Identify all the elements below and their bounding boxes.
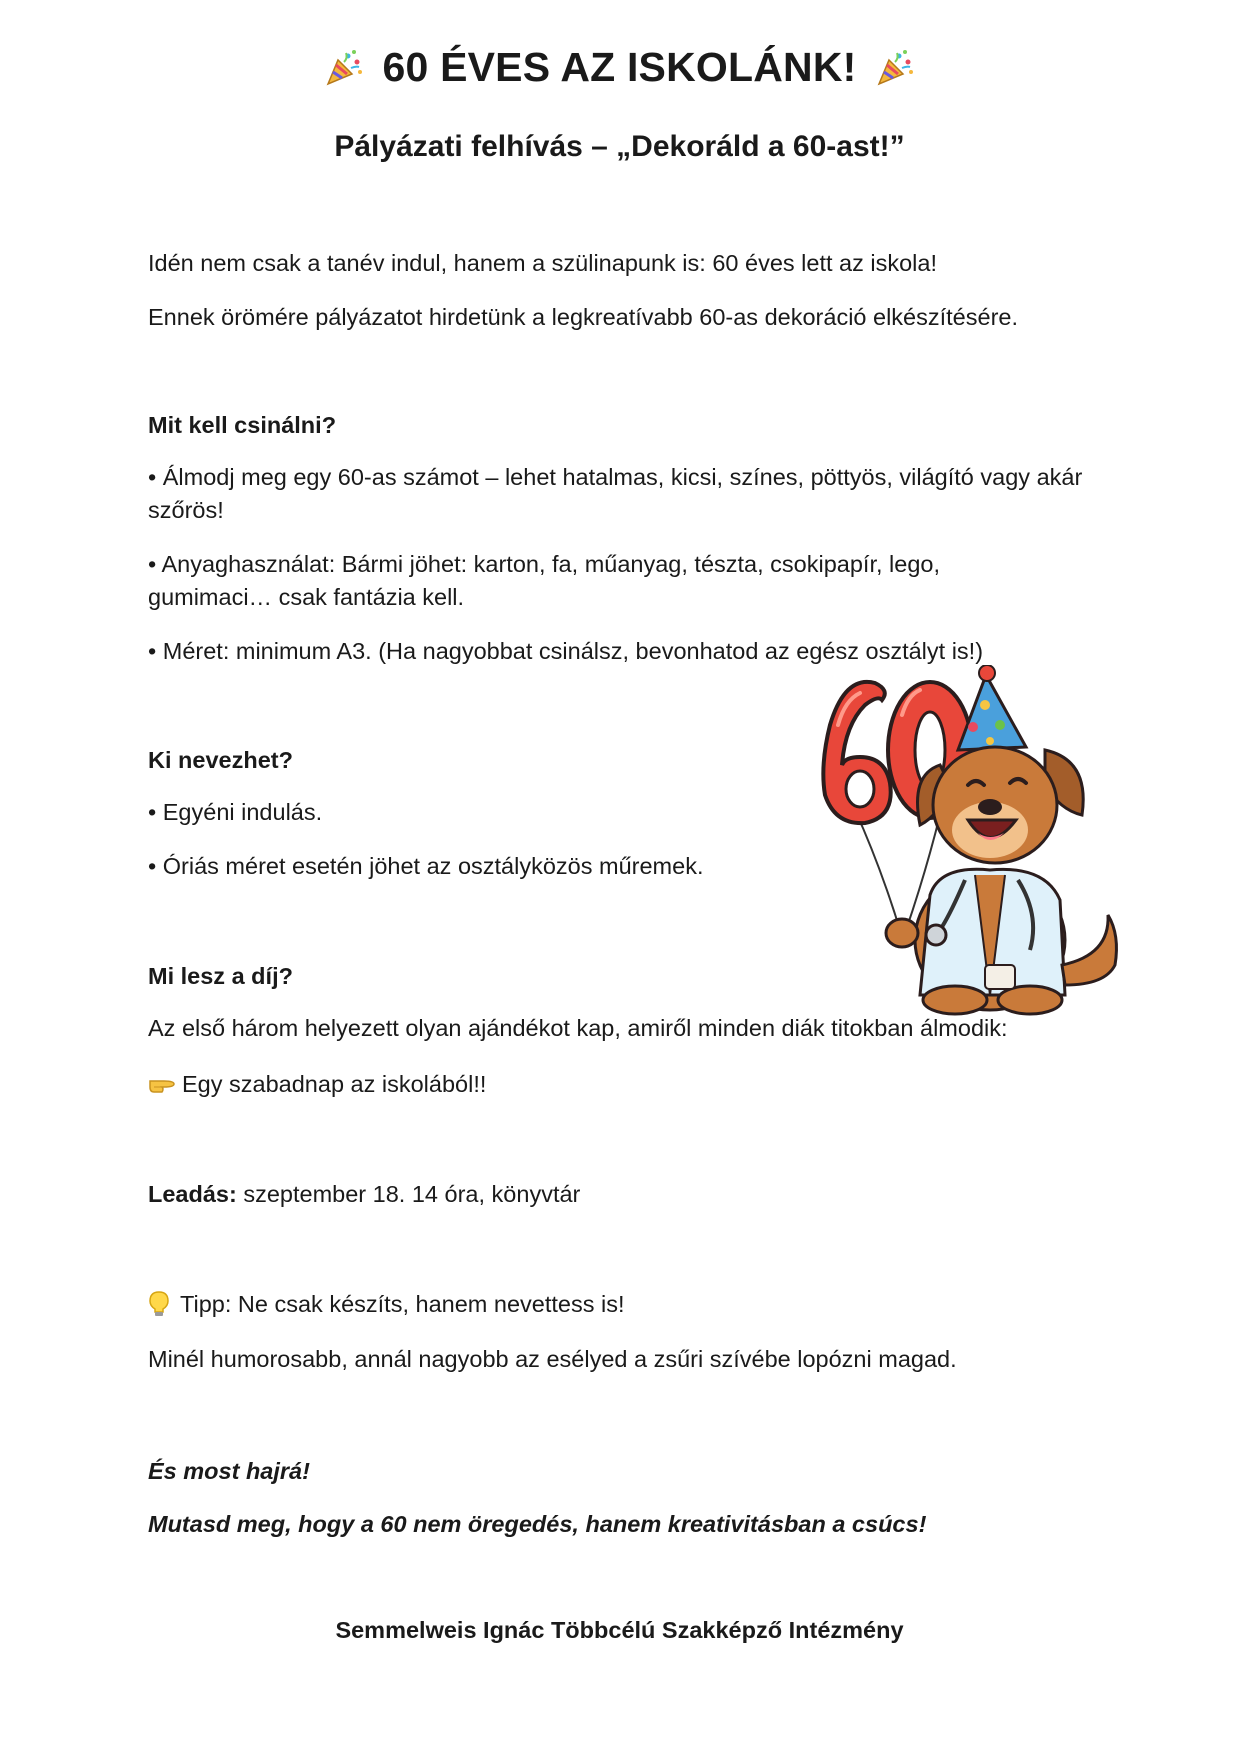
- institution-footer: Semmelweis Ignác Többcélú Szakképző Intézmény: [335, 1617, 904, 1643]
- prize-highlight: Egy szabadnap az iskolából!!: [182, 1071, 487, 1097]
- tip-text-2: Minél humorosabb, annál nagyobb az esélyed a zsűri szívébe lopózni magad.: [148, 1346, 957, 1372]
- section-heading-what: Mit kell csinálni?: [148, 412, 337, 438]
- list-item: • Anyaghasználat: Bármi jöhet: karton, fa, műanyag, tészta, csokipapír, lego, gumimaci… csak fantázia kell.: [148, 551, 941, 610]
- party-popper-icon: [324, 48, 364, 88]
- list-item: • Egyéni indulás.: [148, 799, 323, 825]
- page-subtitle: Pályázati felhívás – „Dekoráld a 60-ast!”: [334, 130, 905, 163]
- deadline-label: Leadás:: [148, 1181, 237, 1207]
- dog-with-60-balloon-illustration: [790, 665, 1135, 1020]
- tip-row: [148, 1288, 1108, 1321]
- list-item: • Óriás méret esetén jöhet az osztályközös műremek.: [148, 853, 704, 879]
- list-item: • Álmodj meg egy 60-as számot – lehet hatalmas, kicsi, színes, pöttyös, világító vagy akár szőrös!: [148, 464, 1083, 523]
- tip-text: Tipp: Ne csak készíts, hanem nevettess is!: [180, 1291, 625, 1317]
- prize-highlight-row: [148, 1068, 1108, 1101]
- section-heading-prize: Mi lesz a díj?: [148, 963, 293, 989]
- intro-paragraph-2: Ennek örömére pályázatot hirdetünk a legkreatívabb 60-as dekoráció elkészítésére.: [148, 304, 1018, 330]
- list-item: • Méret: minimum A3. (Ha nagyobbat csinálsz, bevonhatod az egész osztályt is!): [148, 638, 984, 664]
- closing-line-2: Mutasd meg, hogy a 60 nem öregedés, hanem kreativitásban a csúcs!: [148, 1511, 927, 1537]
- page-title: 60 ÉVES AZ ISKOLÁNK!: [382, 44, 857, 90]
- prize-description: Az első három helyezett olyan ajándékot kap, amiről minden diák titokban álmodik:: [148, 1015, 1008, 1041]
- intro-paragraph-1: Idén nem csak a tanév indul, hanem a szülinapunk is: 60 éves lett az iskola!: [148, 250, 938, 276]
- party-popper-icon: [875, 48, 915, 88]
- page-title-row: [0, 44, 1239, 91]
- deadline-row: [148, 1178, 1108, 1211]
- light-bulb-icon: [148, 1290, 170, 1318]
- section-heading-who: Ki nevezhet?: [148, 747, 293, 773]
- deadline-value: szeptember 18. 14 óra, könyvtár: [243, 1181, 581, 1207]
- pointing-hand-icon: [148, 1071, 176, 1097]
- closing-line-1: És most hajrá!: [148, 1458, 310, 1484]
